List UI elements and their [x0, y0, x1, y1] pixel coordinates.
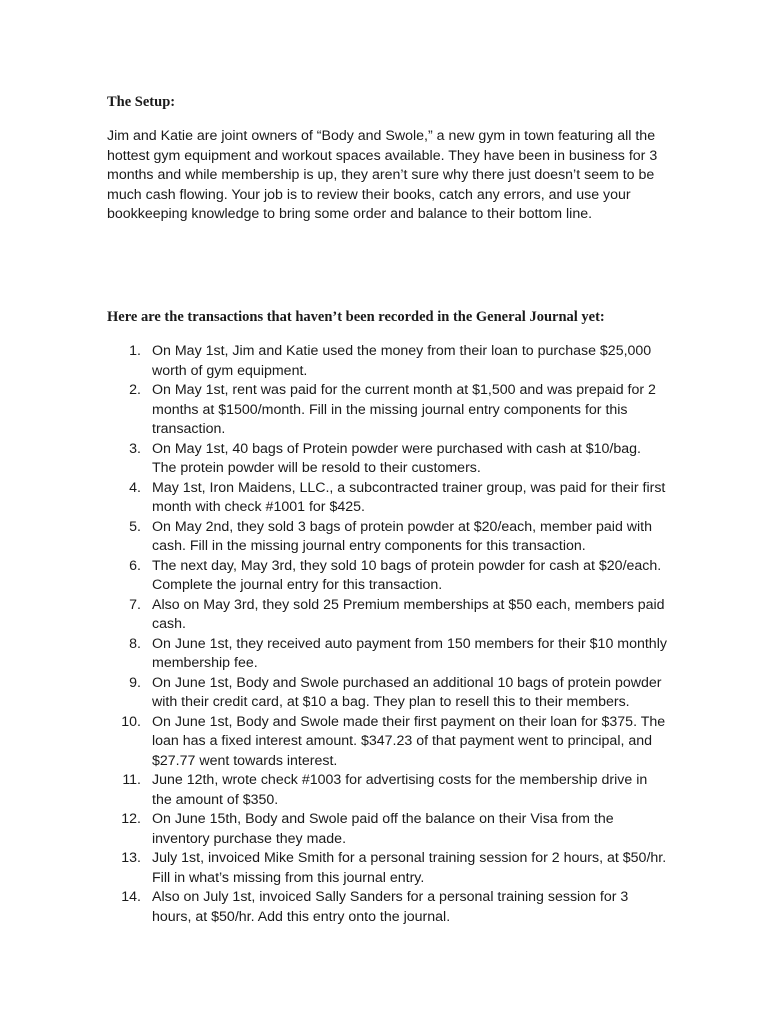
transaction-item [107, 381, 667, 440]
transaction-item [107, 849, 667, 888]
transaction-number: 9. [129, 674, 141, 691]
transaction-number: 8. [129, 635, 141, 652]
transaction-item [107, 888, 667, 927]
transaction-text: Also on July 1st, invoiced Sally Sanders for a personal training session for 3 hours, at $50/hr. Add this entry onto the journal. [152, 889, 629, 925]
transactions-list [107, 342, 667, 927]
transaction-text: On June 1st, Body and Swole made their first payment on their loan for $375. The loan has a fixed interest amount. $347.23 of that payment went to principal, and $27.77 went towards interest. [152, 713, 666, 769]
transaction-number: 2. [129, 382, 141, 398]
transaction-text: On June 15th, Body and Swole paid off the balance on their Visa from the inventory purchase they made. [152, 811, 614, 847]
transaction-text: On May 1st, 40 bags of Protein powder were purchased with cash at $10/bag. The protein powder will be resold to their customers. [152, 440, 641, 476]
transaction-item [107, 440, 667, 479]
transaction-item [107, 479, 667, 518]
transaction-item [107, 596, 667, 635]
transaction-text: On May 1st, rent was paid for the current month at $1,500 and was prepaid for 2 months at $1500/month. Fill in the missing journal entry components for this transaction. [152, 382, 656, 437]
transaction-item [107, 557, 667, 596]
setup-paragraph: Jim and Katie are joint owners of “Body and Swole,” a new gym in town featuring all the hottest gym equipment and workout spaces available. They have been in business for 3 months and while membership is up, they aren’t sure why there just doesn’t seem to be much cash flowing. Your job is to review their books, catch any errors, and use your bookkeeping knowledge to bring some order and balance to their bottom line. [107, 128, 658, 222]
transaction-text: Also on May 3rd, they sold 25 Premium memberships at $50 each, members paid cash. [152, 596, 665, 632]
transaction-item [107, 518, 667, 557]
transaction-text: May 1st, Iron Maidens, LLC., a subcontracted trainer group, was paid for their first month with check #1001 for $425. [152, 479, 666, 515]
transaction-number: 5. [129, 518, 141, 535]
transaction-number: 14. [121, 889, 141, 905]
transaction-number: 1. [129, 343, 141, 359]
transaction-number: 7. [129, 596, 141, 613]
transaction-number: 4. [129, 479, 141, 496]
transaction-text: The next day, May 3rd, they sold 10 bags of protein powder for cash at $20/each. Complete the journal entry for this transaction. [152, 557, 662, 593]
transaction-item [107, 342, 667, 381]
transaction-item [107, 674, 667, 713]
transaction-text: On June 1st, they received auto payment from 150 members for their $10 monthly membership fee. [152, 635, 667, 671]
transaction-number: 10. [121, 713, 141, 730]
transaction-text: On May 2nd, they sold 3 bags of protein powder at $20/each, member paid with cash. Fill in the missing journal entry components for this transaction. [152, 518, 653, 554]
transaction-item [107, 635, 667, 674]
transaction-number: 6. [129, 557, 141, 574]
transaction-number: 12. [121, 811, 141, 827]
transaction-text: June 12th, wrote check #1003 for advertising costs for the membership drive in the amount of $350. [152, 772, 648, 808]
transaction-item [107, 771, 667, 810]
transaction-number: 11. [122, 772, 141, 788]
transaction-text: On May 1st, Jim and Katie used the money from their loan to purchase $25,000 worth of gym equipment. [152, 343, 652, 379]
transaction-text: On June 1st, Body and Swole purchased an additional 10 bags of protein powder with their credit card, at $10 a bag. They plan to resell this to their members. [152, 674, 662, 710]
transaction-item [107, 713, 667, 772]
transaction-item [107, 810, 667, 849]
transaction-number: 13. [121, 850, 141, 866]
transaction-text: July 1st, invoiced Mike Smith for a personal training session for 2 hours, at $50/hr. Fill in what’s missing from this journal entry. [152, 850, 667, 886]
transaction-number: 3. [129, 440, 141, 457]
transactions-heading: Here are the transactions that haven’t been recorded in the General Journal yet: [107, 309, 605, 325]
setup-heading: The Setup: [107, 94, 176, 110]
